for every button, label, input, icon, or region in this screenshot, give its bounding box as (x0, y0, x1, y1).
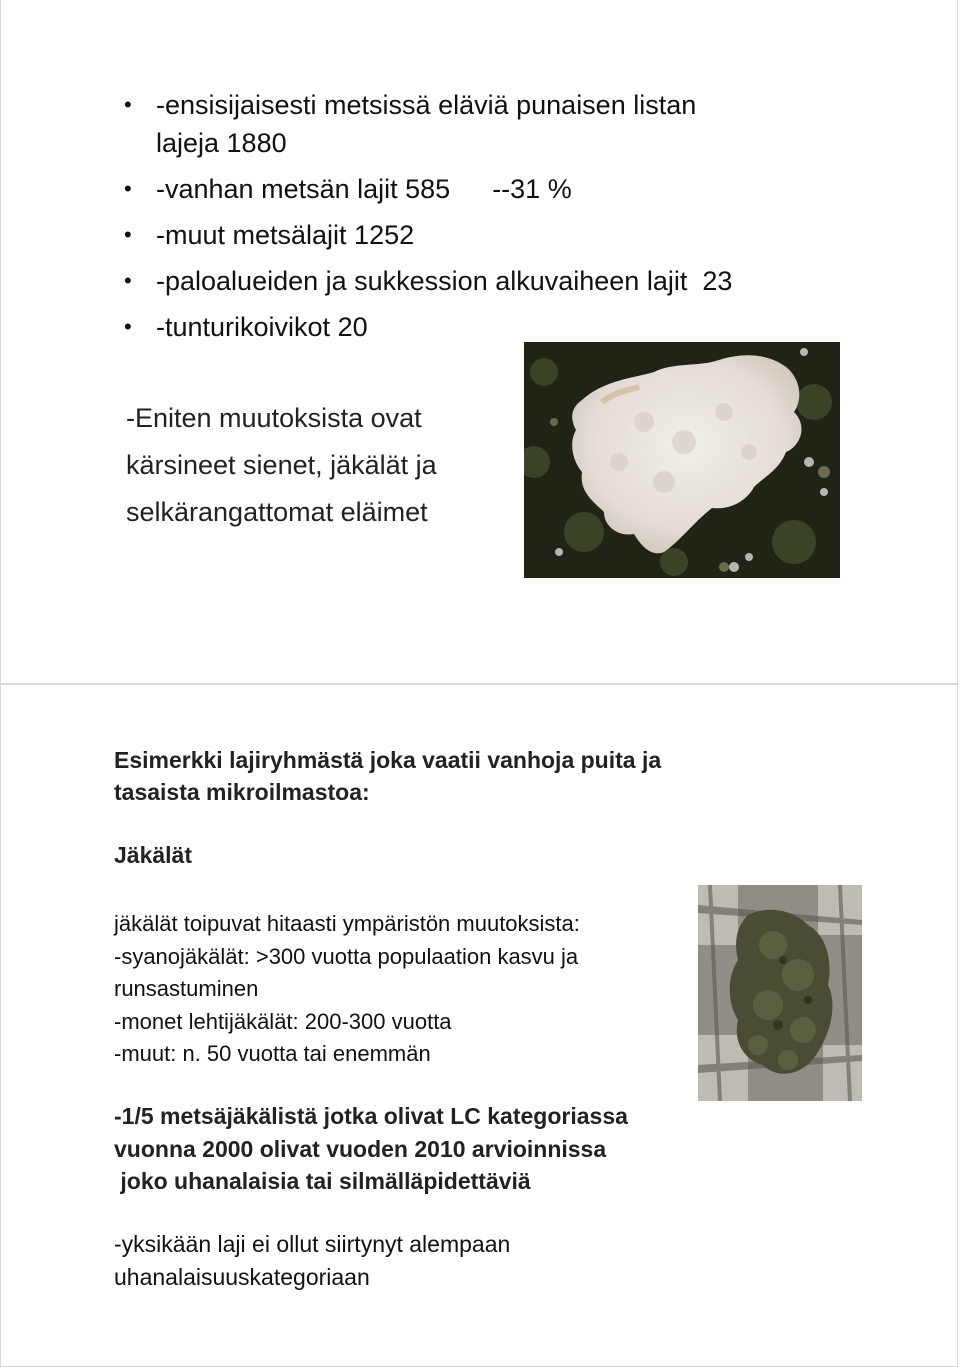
statement-line: joko uhanalaisia tai silmälläpidettäviä (114, 1168, 531, 1194)
lichen-photo (698, 885, 862, 1101)
bullet-item (122, 216, 842, 254)
heading-line: Esimerkki lajiryhmästä joka vaatii vanhoja puita ja (114, 747, 662, 773)
paragraph-line: selkärangattomat eläimet (126, 497, 428, 527)
bullet-text: -paloalueiden ja sukkession alkuvaiheen lajit 23 (156, 266, 733, 296)
body-line: runsastuminen (114, 976, 259, 1001)
body-line: -muut: n. 50 vuotta tai enemmän (114, 1041, 431, 1066)
body-line: jäkälät toipuvat hitaasti ympäristön muutoksista: (114, 911, 580, 936)
recovery-text (114, 908, 694, 1071)
paragraph-line: kärsineet sienet, jäkälät ja (126, 450, 437, 480)
assessment-statement (114, 1100, 628, 1198)
body-line: -monet lehtijäkälät: 200-300 vuotta (114, 1008, 452, 1034)
closing-statement (114, 1228, 510, 1293)
fungus-photo (524, 342, 840, 578)
bullet-text: -muut metsälajit 1252 (156, 220, 415, 250)
bullet-text: -vanhan metsän lajit 585 (156, 174, 451, 204)
closing-line: uhanalaisuuskategoriaan (114, 1263, 370, 1290)
bullet-item (122, 86, 842, 162)
bullet-line: lajeja 1880 (156, 128, 287, 158)
bullet-line: • -ensisijaisesti metsissä eläviä punaisen listan (156, 90, 697, 120)
bullet-percentage: --31 % (492, 174, 572, 204)
bullet-item (122, 308, 842, 346)
example-heading (114, 744, 661, 808)
statement-line: -1/5 metsäjäkälistä jotka olivat LC kategoriassa (114, 1103, 628, 1129)
affected-groups-paragraph (126, 395, 526, 536)
bullet-item (122, 170, 842, 208)
heading-line: tasaista mikroilmastoa: (114, 779, 370, 805)
bullet-item (122, 262, 842, 300)
statement-line: vuonna 2000 olivat vuoden 2010 arvioinnissa (114, 1135, 607, 1162)
bullet-text: -tunturikoivikot 20 (156, 312, 368, 342)
paragraph-line: -Eniten muutoksista ovat (126, 403, 422, 433)
bullet-list (122, 86, 842, 354)
lichens-subheading: Jäkälät (114, 842, 193, 868)
closing-line: -yksikään laji ei ollut siirtynyt alempaan (114, 1231, 511, 1257)
body-line: -syanojäkälät: >300 vuotta populaation kasvu ja (114, 943, 579, 969)
